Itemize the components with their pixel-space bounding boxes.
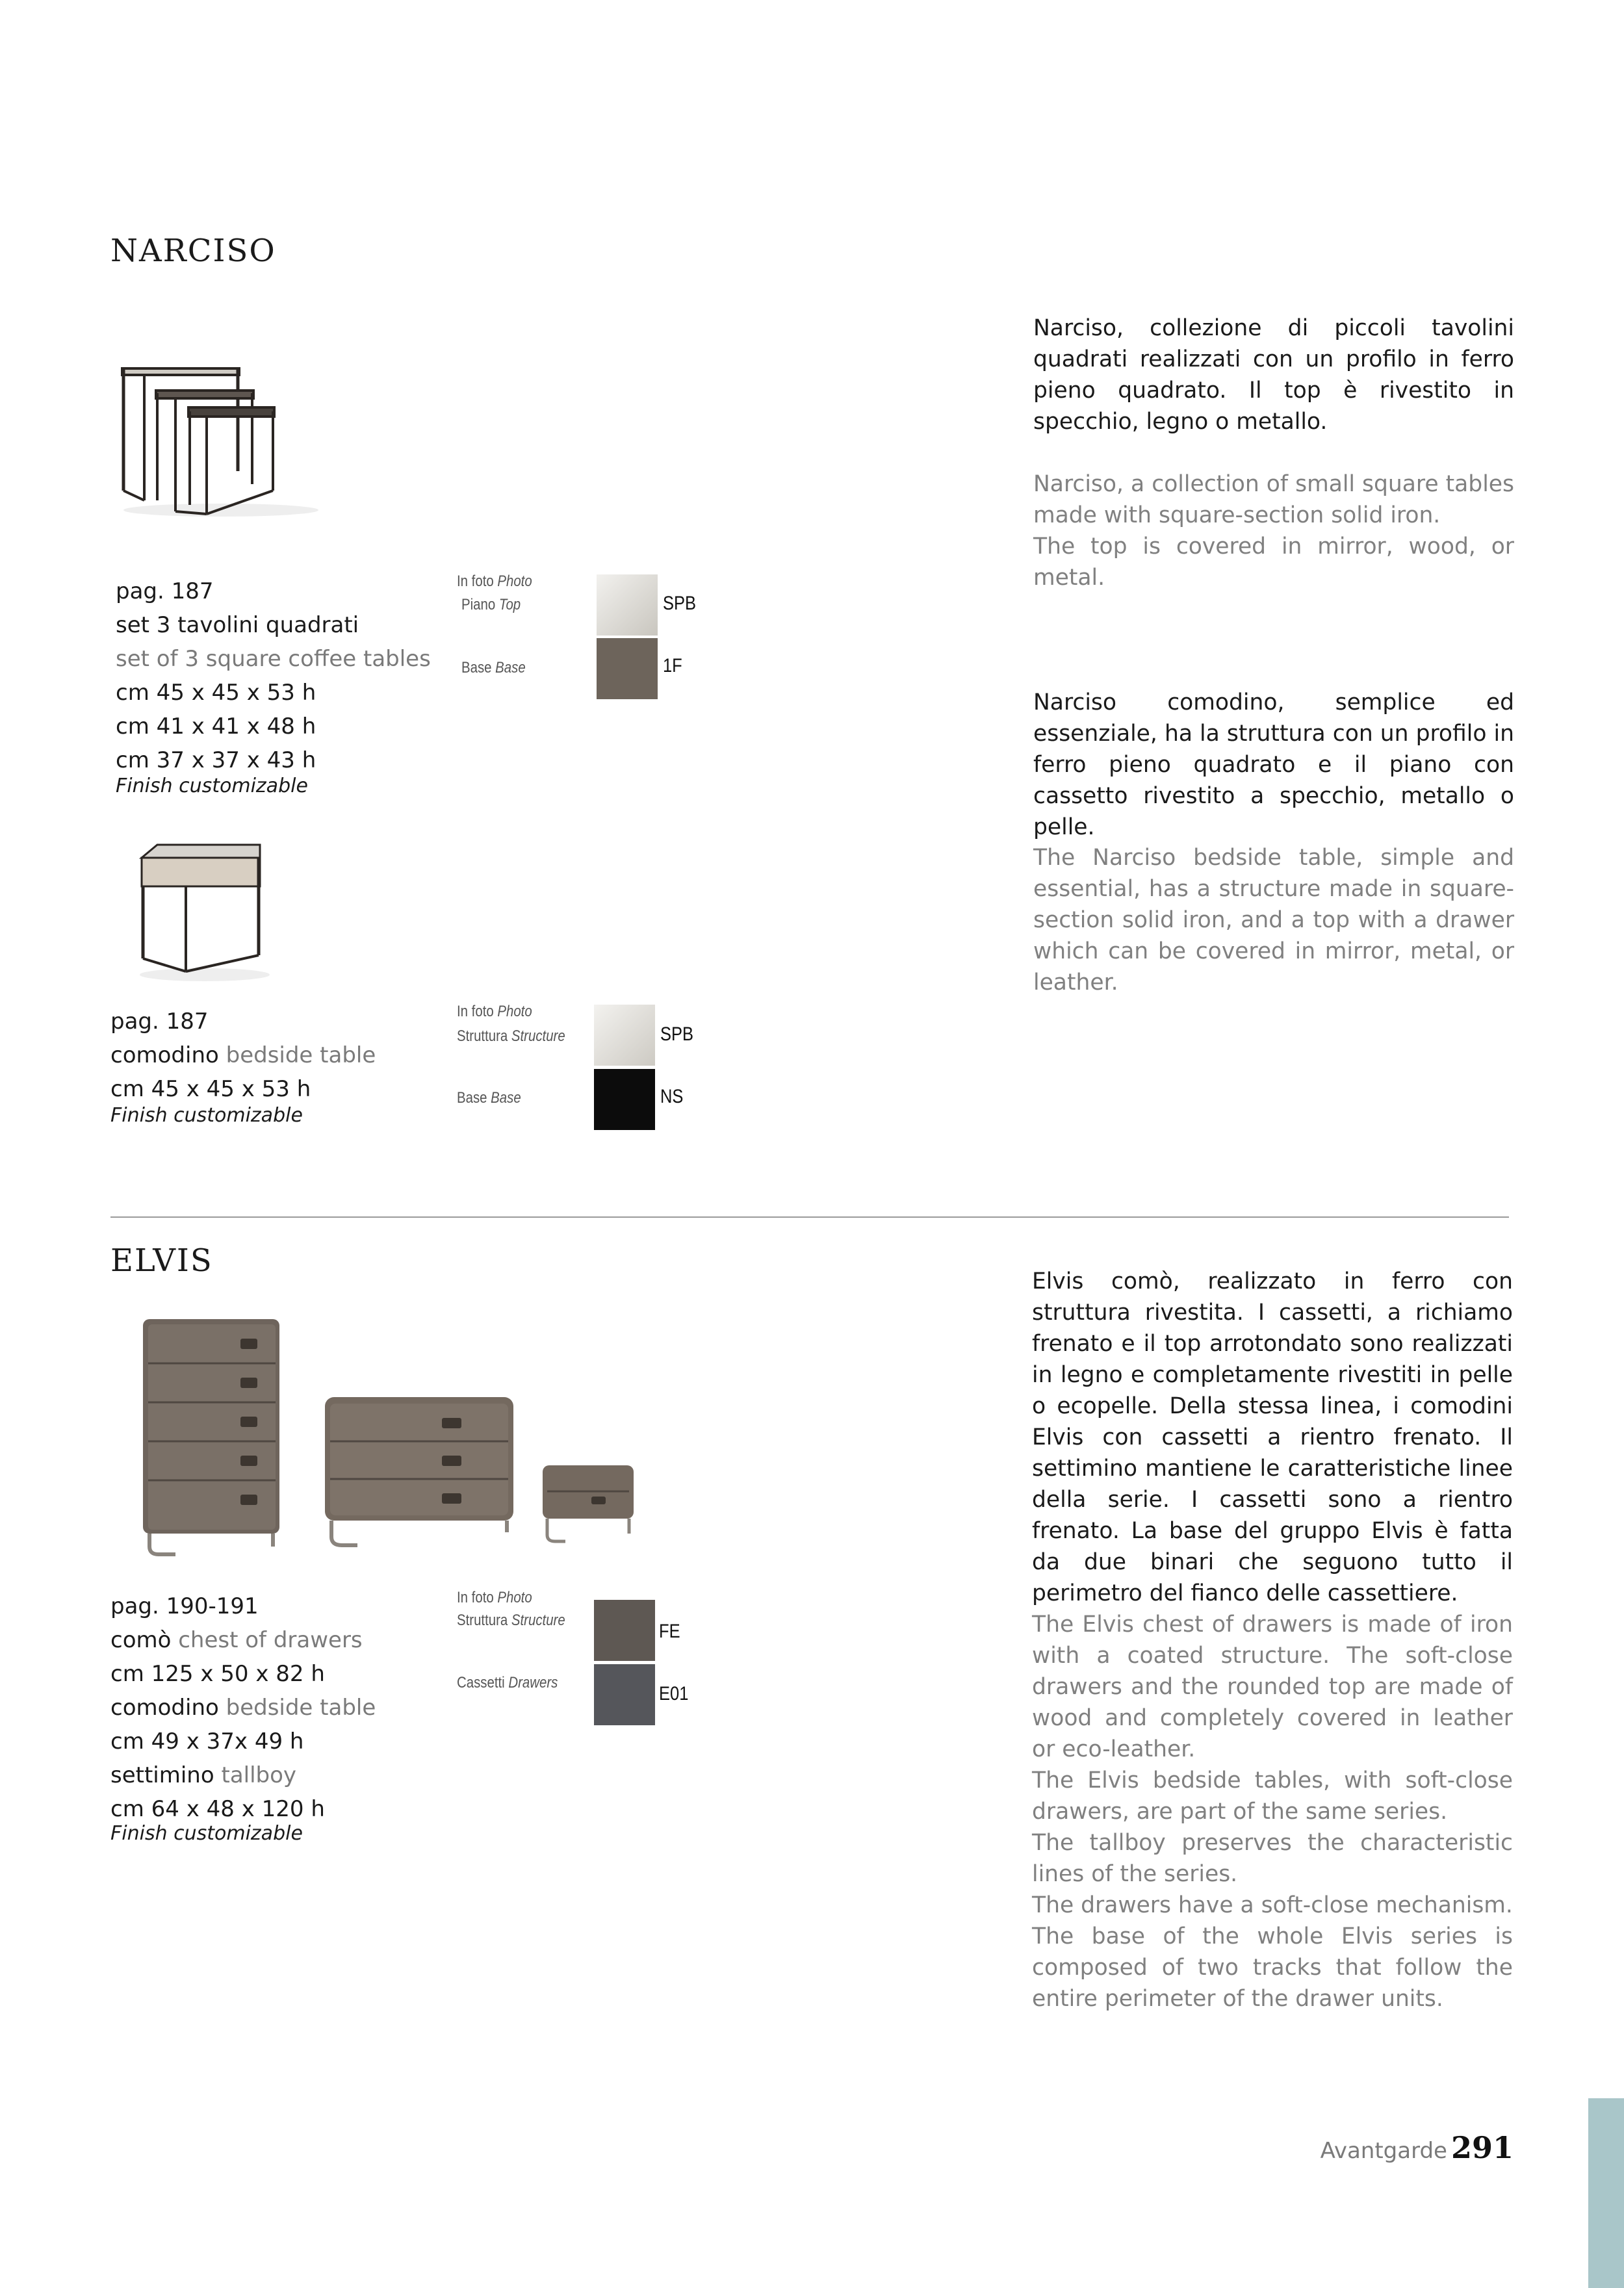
elvis-furniture-image <box>136 1313 656 1560</box>
label-base: Base Base <box>461 659 526 676</box>
elvis-specs <box>110 1589 376 1826</box>
elvis-description-it: Elvis comò, realizzato in ferro con struttura rivestita. I cassetti, a richiamo frenato e il top arrotondato sono realizzati in legno e completamente rivestiti in pelle o ecopelle. Della stessa linea, i comodini Elvis con cassetti a rientro frenato. Il settimino mantiene le caratteristiche linee della serie. I cassetti sono a rientro frenato. La base del gruppo Elvis è fatta da due binari che seguono tutto il perimetro del fianco delle cassettiere. <box>1032 1268 1513 1606</box>
page-edge-tab <box>1588 2098 1624 2288</box>
product-name: comò chest of drawers <box>110 1627 363 1653</box>
finish-note: Finish customizable <box>116 775 308 797</box>
label-photo: In foto Photo <box>457 1003 532 1020</box>
finish-code: SPB <box>660 1023 694 1045</box>
finish-code: E01 <box>659 1683 689 1704</box>
label-drawers: Cassetti Drawers <box>457 1674 558 1691</box>
dimensions: cm 125 x 50 x 82 h <box>110 1661 325 1687</box>
product-name: settimino tallboy <box>110 1762 297 1788</box>
narciso-description-it: Narciso, collezione di piccoli tavolini quadrati realizzati con un profilo in ferro pieno quadrato. Il top è rivestito in specchio, legno o metallo. <box>1033 315 1514 435</box>
swatch-ns <box>594 1069 655 1130</box>
dimensions: cm 64 x 48 x 120 h <box>110 1796 325 1822</box>
swatch-fe <box>594 1600 655 1661</box>
label-photo: In foto Photo <box>457 572 532 590</box>
narciso-bedside-description-en: The Narciso bedside table, simple and essential, has a structure made in square-section solid iron, and a top with a drawer which can be covered in mirror, metal, or leather. <box>1033 845 1514 996</box>
narciso-bedside-image <box>130 838 273 988</box>
dimensions: cm 41 x 41 x 48 h <box>116 713 316 739</box>
product-name-it: set 3 tavolini quadrati <box>116 612 359 638</box>
label-structure: Struttura Structure <box>457 1027 565 1045</box>
label-structure: Struttura Structure <box>457 1612 565 1629</box>
finish-code: NS <box>660 1086 684 1107</box>
elvis-description-en: The Elvis chest of drawers is made of iron with a coated structure. The soft-close drawers and the rounded top are made of wood and completely covered in leather or eco-leather. The Elvis bedside tables, with soft-close drawers, are part of the same series. The tallboy preserves the characteristic lines of the series. The drawers have a soft-close mechanism. The base of the whole Elvis series is composed of two tracks that follow the entire perimeter of the drawer units. <box>1032 1612 1513 2012</box>
finish-note: Finish customizable <box>110 1104 303 1127</box>
swatch-e01 <box>594 1664 655 1725</box>
product-name: comodino bedside table <box>110 1695 376 1721</box>
dimensions: cm 49 x 37x 49 h <box>110 1729 304 1755</box>
page-number: 291 <box>1450 2130 1514 2165</box>
narciso-tables-image <box>110 361 318 523</box>
finish-code: SPB <box>663 593 697 614</box>
narciso-bedside-specs <box>110 1005 376 1106</box>
dimensions: cm 37 x 37 x 43 h <box>116 747 316 773</box>
page-reference: pag. 187 <box>116 578 214 604</box>
product-name: comodino bedside table <box>110 1042 376 1068</box>
label-photo: In foto Photo <box>457 1589 532 1606</box>
label-top: Piano Top <box>461 596 521 613</box>
section-title-narciso: NARCISO <box>110 233 276 269</box>
narciso-tables-specs <box>116 574 431 777</box>
section-title-elvis: ELVIS <box>110 1242 213 1279</box>
swatch-1f <box>597 638 658 699</box>
finish-code: 1F <box>663 655 682 676</box>
page-footer <box>1321 2130 1514 2165</box>
dimensions: cm 45 x 45 x 53 h <box>116 680 316 706</box>
page-reference: pag. 190-191 <box>110 1593 259 1619</box>
section-divider <box>110 1216 1509 1218</box>
label-base: Base Base <box>457 1089 521 1107</box>
dimensions: cm 45 x 45 x 53 h <box>110 1076 311 1102</box>
finish-code: FE <box>659 1621 680 1642</box>
swatch-spb <box>594 1005 655 1066</box>
page-reference: pag. 187 <box>110 1009 209 1035</box>
brand-name: Avantgarde <box>1320 2138 1447 2164</box>
swatch-spb <box>597 574 658 636</box>
finish-note: Finish customizable <box>110 1822 303 1845</box>
narciso-description-en: Narciso, a collection of small square tables made with square-section solid iron. The top is covered in mirror, wood, or metal. <box>1033 471 1514 591</box>
narciso-bedside-description-it: Narciso comodino, semplice ed essenziale, ha la struttura con un profilo in ferro pieno quadrato e il piano con cassetto rivestito a specchio, metallo o pelle. <box>1033 689 1514 840</box>
product-name-en: set of 3 square coffee tables <box>116 646 431 672</box>
